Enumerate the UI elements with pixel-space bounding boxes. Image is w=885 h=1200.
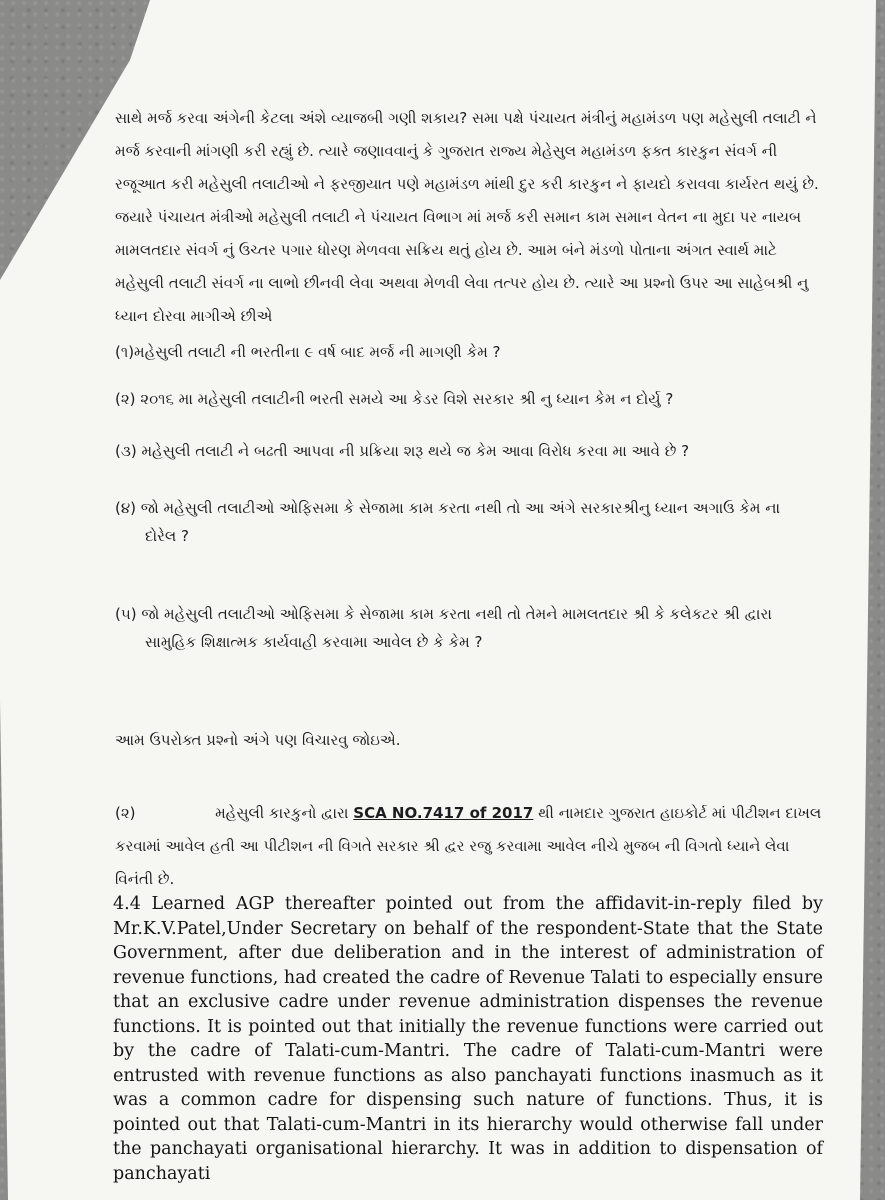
quoted-judgment-paragraph: 4.4 Learned AGP thereafter pointed out from the affidavit-in-reply filed by Mr.K.V.Patel,Under Secretary on behalf of the respondent-State that the State Government, after due deliberation and in the interest of administration of revenue functions, had created the cadre of Revenue Talati to especially ensure that an exclusive cadre under revenue administration dispenses the revenue functions. It is pointed out that initially the revenue functions were carried out by the cadre of Talati-cum-Mantri. The cadre of Talati-cum-Mantri were entrusted with revenue functions as also panchayati functions inasmuch as it was a common cadre for dispensing such nature of functions. Thus, it is pointed out that Talati-cum-Mantri in its hierarchy would otherwise fall under the panchayati organisational hierarchy. It was in addition to dispensation of panchayati [113,894,823,1184]
conclusion-line: આમ ઉપરોક્ત પ્રશ્નો અંગે પણ વિચારવુ જોઇએ. [115,731,401,749]
question-5-line1: (૫) જો મહેસુલી તલાટીઓ ઓફિસમા કે સેજામા કામ કરતા નથી તો તેમને મામલતદાર શ્રી કે કલેકટર શ્રી દ્વારા [115,605,772,623]
section-2-text-after: થી નામદાર ગુજરાત હાઇકોર્ટ માં પીટીશન દાખલ કરવામાં આવેલ હતી આ પીટીશન ની વિગતે સરકાર શ્રી દ્વર રજુ કરવામા આવેલ નીચે મુજબ ની વિગતો ધ્યાને લેવા વિનંતી છે. [115,804,822,888]
section-2-number: (૨) [115,804,136,822]
question-4-line2: દોરેલ ? [145,527,189,545]
section-2-text-before: મહેસુલી કારકુનો દ્વારા [215,804,349,822]
question-3: (૩) મહેસુલી તલાટી ને બઢતી આપવા ની પ્રક્રિયા શરૂ થયે જ કેમ આવા વિરોધ કરવા મા આવે છે ? [115,442,690,460]
case-reference: SCA NO.7417 of 2017 [353,804,534,822]
question-5 [115,600,830,656]
intro-paragraph: સાથે મર્જ કરવા અંગેની કેટલા અંશે વ્યાજબી ગણી શકાય? સમા પક્ષે પંચાયત મંત્રીનું મહામંડળ પણ મહેસુલી તલાટી ને મર્જ કરવાની માંગણી કરી રહ્યું છે. ત્યારે જણાવવાનું કે ગુજરાત રાજ્ય મેહેસુલ મહામંડળ ફક્ત કારકુન સંવર્ગ ની રજૂઆત કરી મહેસુલી તલાટીઓ ને ફરજીયાત પણે મહામંડળ માંથી દુર કરી કારકુન ને ફાયદો કરાવવા કાર્યરત થયું છે. જયારે પંચાયત મંત્રીઓ મહેસુલી તલાટી ને પંચાયત વિભાગ માં મર્જ કરી સમાન કામ સમાન વેતન ના મુદા પર નાયબ મામલતદાર સંવર્ગ નું ઉચ્તર પગાર ધોરણ મેળવવા સક્રિય થતું હોય છે. આમ બંને મંડળો પોતાના અંગત સ્વાર્થ માટે મહેસુલી તલાટી સંવર્ગ ના લાભો છીનવી લેવા અથવા મેળવી લેવા તત્પર હોય છે. ત્યારે આ પ્રશ્નો ઉપર આ સાહેબશ્રી નુ ધ્યાન દોરવા માગીએ છીએ [115,109,819,325]
question-1: (૧)મહેસુલી તલાટી ની ભરતીના ૯ વર્ષ બાદ મર્જ ની માગણી કેમ ? [115,343,501,361]
question-4-line1: (૪) જો મહેસુલી તલાટીઓ ઓફિસમા કે સેજામા કામ કરતા નથી તો આ અંગે સરકારશ્રીનુ ધ્યાન અગાઉ કેમ ના [115,499,781,517]
question-4 [115,494,830,550]
question-2: (૨) ૨૦૧૬ મા મહેસુલી તલાટીની ભરતી સમયે આ કેડર વિશે સરકાર શ્રી નુ ધ્યાન કેમ ન દોર્યુ ? [115,390,674,408]
section-2-paragraph [115,797,830,896]
question-5-line2: સામુહિક શિક્ષાત્મક કાર્યવાહી કરવામા આવેલ છે કે કેમ ? [145,633,483,651]
